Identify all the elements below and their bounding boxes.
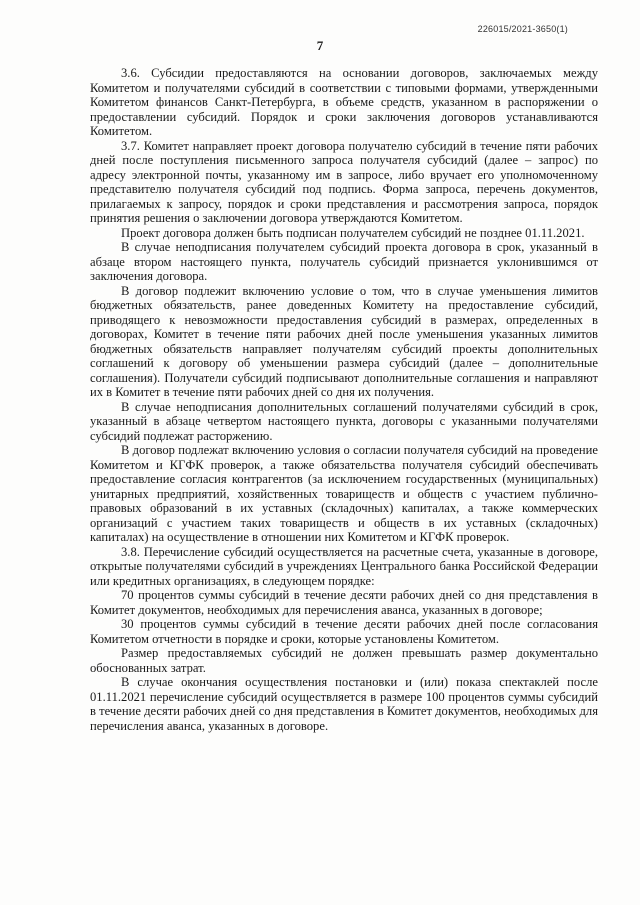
paragraph-termination: В случае неподписания дополнительных соглашений получателями субсидий в срок, указанный в абзаце четвертом настоящего пункта, договоры с указанными получателями субсидий подлежат расторжению.	[90, 399, 598, 443]
paragraph-non-signing: В случае неподписания получателем субсидий проекта договора в срок, указанный в абзаце втором настоящего пункта, получатель субсидий признается уклонившимся от заключения договора.	[90, 240, 598, 283]
paragraph-contract-deadline: Проект договора должен быть подписан получателем субсидий не позднее 01.11.2021.	[121, 225, 585, 240]
paragraph-subsidy-limit: Размер предоставляемых субсидий не должен превышать размер документально обоснованных затрат.	[90, 646, 598, 675]
paragraph-3-8: 3.8. Перечисление субсидий осуществляется на расчетные счета, указанные в договоре, открытые получателями субсидий в учреждениях Центрального банка Российской Федерации или кредитных организациях, в следующем порядке:	[90, 544, 598, 588]
paragraph-limits-reduction: В договор подлежит включению условие о том, что в случае уменьшения лимитов бюджетных обязательств, ранее доведенных Комитету на предоставление субсидий, приводящего к невозможности предоставления субсидий в размерах, определенных в договорах, Комитет в течение пяти рабочих дней после уменьшения указанных лимитов бюджетных обязательств направляет получателям субсидий проекты дополнительных соглашений к договору об уменьшении размера субсидий (далее – дополнительные соглашения). Получатели субсидий подписывают дополнительные соглашения и направляют их в Комитет в течение пяти рабочих дней со дня их получения.	[90, 283, 598, 399]
document-id-stamp: 226015/2021-3650(1)	[477, 24, 568, 34]
paragraph-inspections: В договор подлежат включению условия о согласии получателя субсидий на проведение Комитетом и КГФК проверок, а также обязательства получателя субсидий обеспечивать предоставление согласия контрагентов (за исключением государственных (муниципальных) унитарных предприятий, хозяйственных товариществ и обществ с участием публично-правовых образований в их уставных (складочных) капиталах, а также коммерческих организаций с участием таких товариществ и обществ в их уставных (складочных) капиталах) на осуществление в отношении них Комитетом и КГФК проверок.	[90, 443, 598, 544]
paragraph-30-percent: 30 процентов суммы субсидий в течение десяти рабочих дней после согласования Комитетом отчетности в порядке и сроки, которые установлены Комитетом.	[90, 617, 598, 646]
document-body	[90, 66, 598, 733]
paragraph-3-6: 3.6. Субсидии предоставляются на основании договоров, заключаемых между Комитетом и получателями субсидий в соответствии с типовыми формами, утвержденными Комитетом финансов Санкт-Петербурга, в объеме средств, указанном в распоряжении о предоставлении субсидий. Порядок и сроки заключения договоров устанавливаются Комитетом.	[90, 66, 598, 138]
paragraph-3-7: 3.7. Комитет направляет проект договора получателю субсидий в течение пяти рабочих дней после поступления письменного запроса получателя субсидий (далее – запрос) по адресу электронной почты, указанному им в запросе, либо вручает его уполномоченному представителю получателя субсидий под подпись. Форма запроса, перечень документов, прилагаемых к запросу, порядок и сроки представления и рассмотрения запроса, порядок принятия решения о заключении договора утверждаются Комитетом.	[90, 138, 598, 225]
paragraph-100-percent: В случае окончания осуществления постановки и (или) показа спектаклей после 01.11.2021 перечисление субсидий осуществляется в размере 100 процентов суммы субсидий в течение десяти рабочих дней со дня представления в Комитет документов, необходимых для перечисления аванса, указанных в договоре.	[90, 675, 598, 733]
paragraph-70-percent: 70 процентов суммы субсидий в течение десяти рабочих дней со дня представления в Комитет документов, необходимых для перечисления аванса, указанных в договоре;	[90, 588, 598, 617]
page-number: 7	[316, 38, 324, 53]
